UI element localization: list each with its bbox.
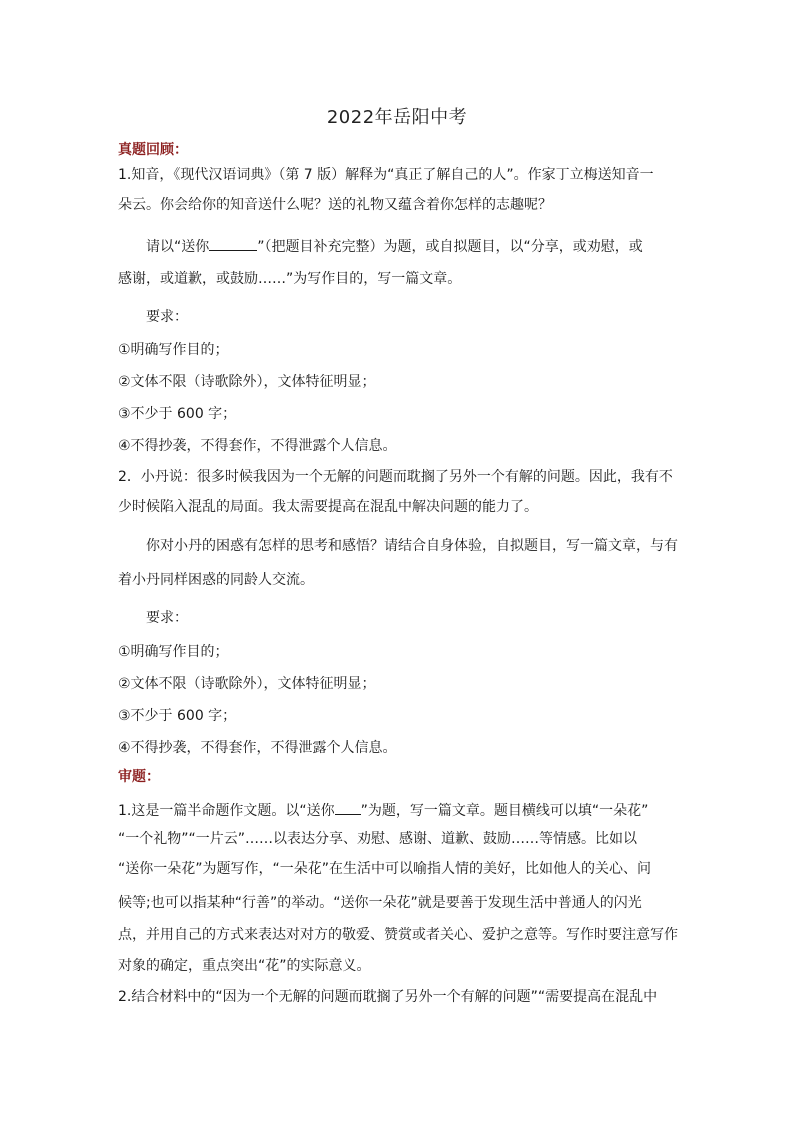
q2-text-line-2: 少时候陷入混乱的局面。我太需要提高在混乱中解决问题的能力了。 [118,499,538,515]
a1-text-line-4: 候等;也可以指某种“行善”的举动。“送你一朵花”就是要善于发现生活中普通人的闪光 [118,895,642,911]
section-heading-analysis: 审题： [118,769,160,785]
page-title: 2022年岳阳中考 [326,107,468,128]
a2-text-line-1: 2.结合材料中的“因为一个无解的问题而耽搁了另外一个有解的问题”“需要提高在混乱中 [118,989,658,1005]
q1-text-line-1: 1.知音，《现代汉语词典》（第 7 版）解释为“真正了解自己的人”。作家丁立梅送知音一 [118,167,654,183]
a1-line-1-start: 1.这是一篇半命题作文题。以“送你 [118,803,335,819]
a1-text-line-1 [118,799,678,821]
analysis-title-blank [335,799,361,815]
q1-requirement-2: ②文体不限（诗歌除外），文体特征明显； [118,374,376,390]
q2-requirement-2: ②文体不限（诗歌除外），文体特征明显； [118,676,376,692]
q2-requirement-1: ①明确写作目的； [118,644,229,660]
a1-text-line-3: “送你一朵花”为题写作，“一朵花”在生活中可以喻指人情的美好，比如他人的关心、问 [118,861,652,877]
q1-prompt-rest: ”（把题目补充完整）为题，或自拟题目，以“分享，或劝慰，或 [257,239,643,255]
a1-text-line-6: 对象的确定，重点突出“花”的实际意义。 [118,958,371,974]
q2-prompt-line-2: 着小丹同样困惑的同龄人交流。 [118,572,314,588]
a1-line-1-rest: ”为题，写一篇文章。题目横线可以填“一朵花” [360,803,649,819]
title-blank [209,235,257,251]
a1-text-line-2: “一个礼物”“一片云”……以表达分享、劝慰、感谢、道歉、鼓励……等情感。比如以 [118,831,638,847]
q2-requirement-4: ④不得抄袭，不得套作，不得泄露个人信息。 [118,740,397,756]
q1-requirement-3: ③不少于 600 字； [118,406,237,422]
q1-text-line-2: 朵云。你会给你的知音送什么呢？送的礼物又蕴含着你怎样的志趣呢？ [118,197,552,213]
q1-prompt-line-2: 感谢，或道歉，或鼓励……”为写作目的，写一篇文章。 [118,271,462,287]
q1-requirement-1: ①明确写作目的； [118,342,229,358]
q1-requirement-4: ④不得抄袭，不得套作，不得泄露个人信息。 [118,438,397,454]
q1-prompt-start: 请以“送你 [146,239,210,255]
a1-text-line-5: 点，并用自己的方式来表达对对方的敬爱、赞赏或者关心、爱护之意等。写作时要注意写作 [118,927,678,943]
q2-prompt-line-1: 你对小丹的困惑有怎样的思考和感悟？请结合自身体验，自拟题目，写一篇文章，与有 [146,538,678,554]
section-heading-review: 真题回顾： [118,142,188,158]
q2-text-line-1: 2．小丹说：很多时候我因为一个无解的问题而耽搁了另外一个有解的问题。因此，我有不 [118,469,673,485]
q1-requirements-label: 要求： [146,309,188,325]
q1-prompt-line-1 [146,235,678,257]
q2-requirement-3: ③不少于 600 字； [118,708,237,724]
q2-requirements-label: 要求： [146,610,188,626]
